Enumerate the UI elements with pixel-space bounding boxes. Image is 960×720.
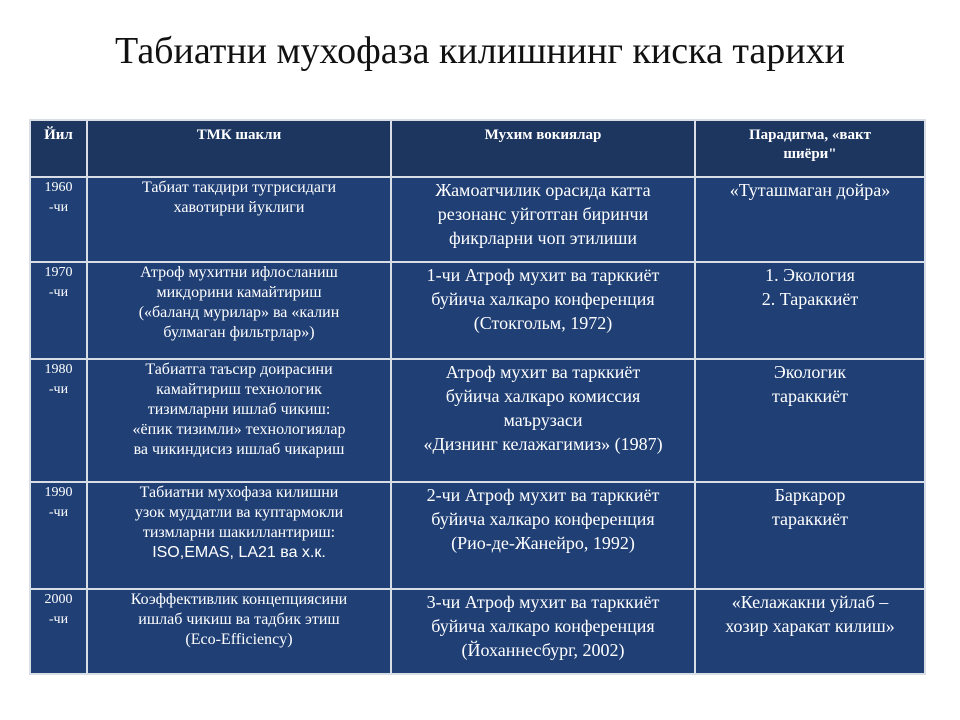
event-cell: Жамоатчилик орасида катта резонанс уйготган биринчи фикрларни чоп этилиши	[391, 177, 695, 262]
year-cell: 1960 -чи	[30, 177, 87, 262]
slide-title: Табиатни мухофаза килишнинг киска тарихи	[115, 30, 845, 72]
table-row	[30, 262, 925, 359]
header-events: Мухим вокиялар	[391, 120, 695, 177]
year-cell: 2000 -чи	[30, 589, 87, 674]
form-cell: Табиат такдири тугрисидаги хавотирни йуклиги	[87, 177, 391, 262]
header-year: Йил	[30, 120, 87, 177]
header-paradigm: Парадигма, «вакт шиёри"	[695, 120, 925, 177]
event-cell: 3-чи Атроф мухит ва тарккиёт буйича халкаро конференция (Йоханнесбург, 2002)	[391, 589, 695, 674]
year-cell: 1980 -чи	[30, 359, 87, 482]
event-cell: 2-чи Атроф мухит ва тарккиёт буйича халкаро конференция (Рио-де-Жанейро, 1992)	[391, 482, 695, 589]
table-header-row	[30, 120, 925, 177]
year-cell: 1990 -чи	[30, 482, 87, 589]
paradigm-cell: Экологик тараккиёт	[695, 359, 925, 482]
year-cell: 1970 -чи	[30, 262, 87, 359]
history-table	[29, 119, 926, 675]
paradigm-cell: «Туташмаган дойра»	[695, 177, 925, 262]
table-row	[30, 359, 925, 482]
event-cell: Атроф мухит ва тарккиёт буйича халкаро комиссия маърузаси «Дизнинг келажагимиз» (1987)	[391, 359, 695, 482]
form-cell: Табиатга таъсир доирасини камайтириш технологик тизимларни ишлаб чикиш: «ёпик тизимли» технологиялар ва чикиндисиз ишлаб чикариш	[87, 359, 391, 482]
form-cell: Атроф мухитни ифлосланиш микдорини камайтириш («баланд мурилар» ва «калин булмаган фильтрлар»)	[87, 262, 391, 359]
header-form: ТМК шакли	[87, 120, 391, 177]
paradigm-cell: «Келажакни уйлаб – хозир харакат килиш»	[695, 589, 925, 674]
table-row	[30, 177, 925, 262]
paradigm-cell: 1. Экология 2. Тараккиёт	[695, 262, 925, 359]
table-row	[30, 589, 925, 674]
table-row	[30, 482, 925, 589]
form-cell: Коэффективлик концепциясини ишлаб чикиш ва тадбик этиш (Eco-Efficiency)	[87, 589, 391, 674]
paradigm-cell: Баркарор тараккиёт	[695, 482, 925, 589]
form-cell: Табиатни мухофаза килишни узок муддатли ва куптармокли тизмларни шакиллантириш: ISO,EMAS, LA21 ва х.к.	[87, 482, 391, 589]
event-cell: 1-чи Атроф мухит ва тарккиёт буйича халкаро конференция (Стокгольм, 1972)	[391, 262, 695, 359]
